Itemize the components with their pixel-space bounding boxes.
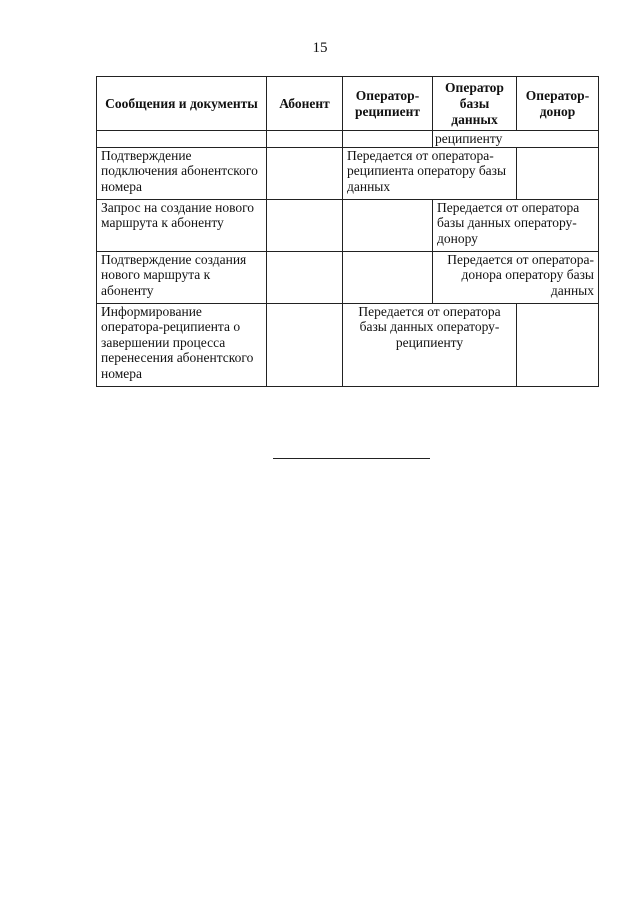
table-cell bbox=[267, 251, 343, 303]
table-cell bbox=[517, 303, 599, 386]
header-database-operator: Оператор базы данных bbox=[433, 77, 517, 131]
transfer-description: Передается от оператора-донора оператору базы данных bbox=[433, 251, 599, 303]
document-name: Запрос на создание нового маршрута к абоненту bbox=[97, 199, 267, 251]
table-cell bbox=[267, 147, 343, 199]
header-subscriber: Абонент bbox=[267, 77, 343, 131]
table-cell bbox=[517, 147, 599, 199]
table-cell bbox=[343, 199, 433, 251]
table-cell bbox=[343, 131, 433, 148]
table-cell bbox=[343, 251, 433, 303]
table-row bbox=[97, 147, 599, 199]
table-row bbox=[97, 303, 599, 386]
transfer-description: Передается от оператора базы данных оператору-реципиенту bbox=[343, 303, 517, 386]
closing-rule bbox=[273, 458, 430, 459]
message-routing-table bbox=[96, 76, 599, 387]
document-name: Информирование оператора-реципиента о завершении процесса перенесения абонентского номера bbox=[97, 303, 267, 386]
header-donor-operator: Оператор-донор bbox=[517, 77, 599, 131]
table-cell bbox=[267, 303, 343, 386]
page-number: 15 bbox=[312, 40, 328, 56]
header-recipient-operator: Оператор-реципиент bbox=[343, 77, 433, 131]
document-name: Подтверждение подключения абонентского номера bbox=[97, 147, 267, 199]
table-header-row bbox=[97, 77, 599, 131]
document-name: Подтверждение создания нового маршрута к абоненту bbox=[97, 251, 267, 303]
header-documents: Сообщения и документы bbox=[97, 77, 267, 131]
table-row bbox=[97, 251, 599, 303]
table-cell bbox=[267, 131, 343, 148]
transfer-description: Передается от оператора базы данных оператору-донору bbox=[433, 199, 599, 251]
table-row bbox=[97, 199, 599, 251]
table-cell bbox=[267, 199, 343, 251]
transfer-description: Передается от оператора-реципиента оператору базы данных bbox=[343, 147, 517, 199]
carryover-text: реципиенту bbox=[433, 131, 599, 148]
table-cell bbox=[97, 131, 267, 148]
table-row bbox=[97, 131, 599, 148]
